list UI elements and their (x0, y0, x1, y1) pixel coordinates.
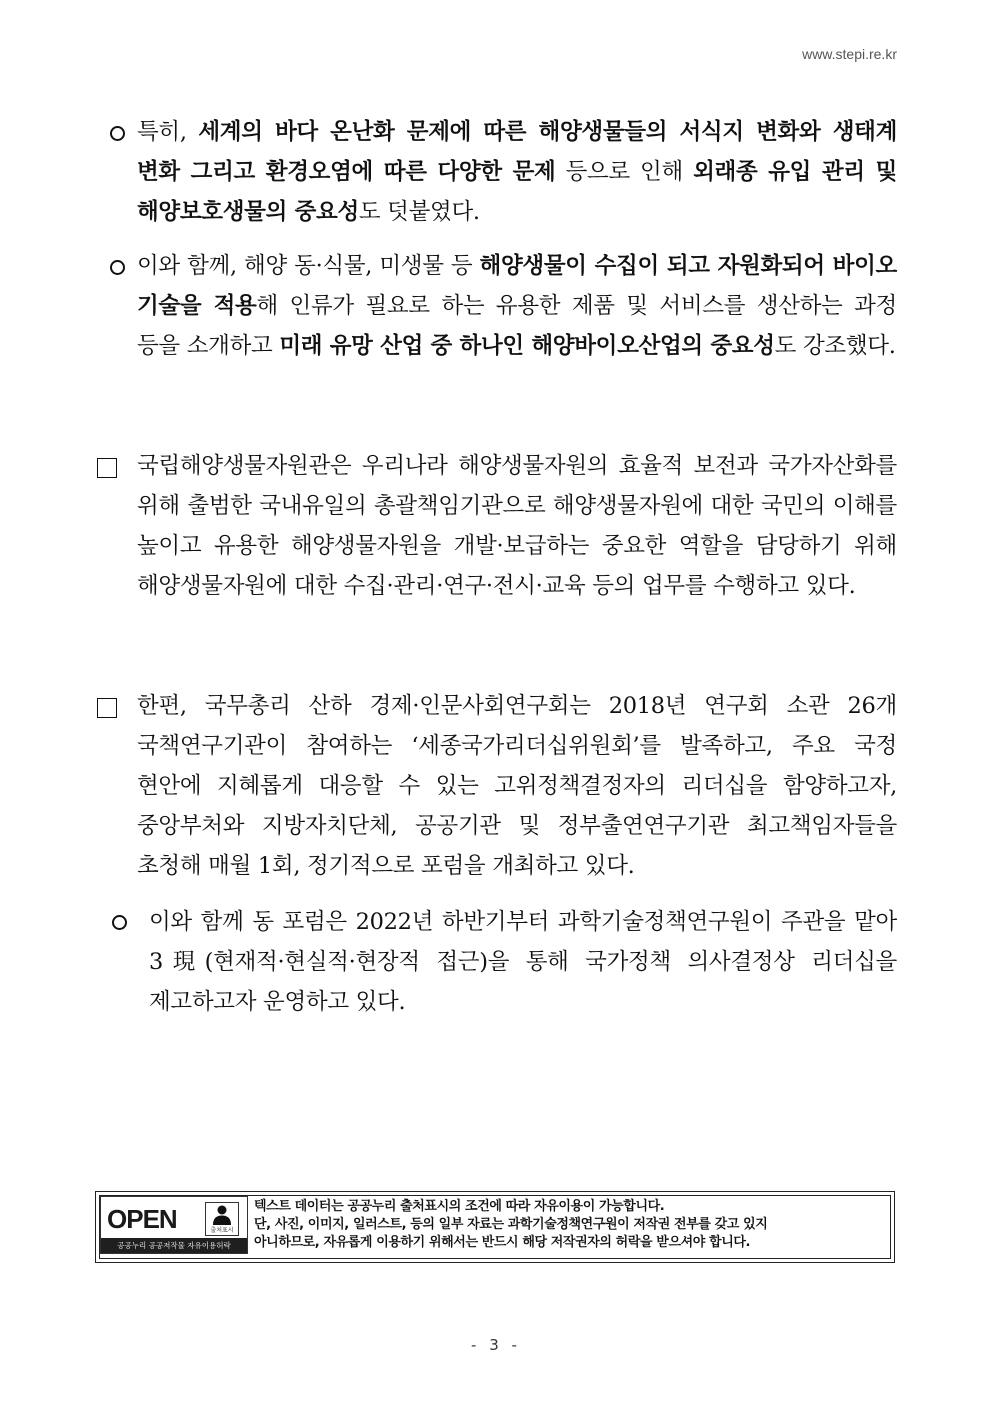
license-line: 텍스트 데이터는 공공누리 출처표시의 조건에 따라 자유이용이 가능합니다. (254, 1199, 665, 1214)
bold-text-segment: 미래 유망 산업 중 하나인 해양바이오산업의 중요성 (279, 333, 775, 359)
person-icon (206, 1203, 238, 1227)
bold-text-segment: 외래종 유입 관리 및 해양보호생물의 중요성 (137, 159, 898, 225)
license-text (254, 1198, 884, 1252)
bold-text-segment: 세계의 바다 온난화 문제에 따른 해양생물들의 서식지 변화와 생태계 변화 그리고 환경오염에 따른 다양한 문제 (137, 119, 898, 185)
circle-bullet-icon (110, 126, 125, 141)
open-license-box (95, 1191, 895, 1263)
open-logo: OPEN (107, 1204, 177, 1234)
body-paragraph (137, 686, 897, 886)
body-paragraph (137, 112, 897, 232)
box-bullet-icon (97, 458, 117, 478)
text-segment: 해 인류가 필요로 하는 유용한 제품 및 서비스를 생산하는 과정 등을 소개하고 (137, 293, 897, 359)
body-paragraph (149, 902, 897, 1022)
attribution-label: 출처표시 (210, 1227, 234, 1234)
circle-bullet-icon (110, 260, 125, 275)
text-segment: 등으로 인해 (555, 159, 694, 185)
kogl-badge (100, 1196, 248, 1254)
license-line: 단, 사진, 이미지, 일러스트, 등의 일부 자료는 과학기술정책연구원이 저작권 전부를 갖고 있지 (254, 1217, 768, 1232)
circle-bullet-icon (112, 915, 127, 930)
box-bullet-icon (97, 698, 117, 718)
text-segment: 이와 함께 동 포럼은 2022년 하반기부터 과학기술정책연구원이 주관을 맡아 3現(현재적·현실적·현장적 접근)을 통해 국가정책 의사결정상 리더십을 제고하고자 운영하고 있다. (149, 909, 897, 1015)
bold-text-segment: 해양생물이 수집이 되고 자원화되어 바이오 기술을 적용 (137, 253, 897, 319)
site-url[interactable]: www.stepi.re.kr (802, 46, 897, 62)
body-paragraph (137, 446, 897, 606)
text-segment: 국립해양생물자원관은 우리나라 해양생물자원의 효율적 보전과 국가자산화를 위해 출범한 국내유일의 총괄책임기관으로 해양생물자원에 대한 국민의 이해를 높이고 유용한 해양생물자원을 개발·보급하는 중요한 역할을 담당하기 위해 해양생물자원에 대한 수집·관리·연구·전시·교육 등의 업무를 수행하고 있다. (137, 453, 897, 599)
text-segment: 이와 함께, 해양 동·식물, 미생물 등 (137, 253, 480, 279)
text-segment: 도 덧붙였다. (358, 199, 480, 225)
text-segment: 도 강조했다. (774, 333, 896, 359)
text-segment: 특히, (137, 119, 199, 145)
kogl-strip: 공공누리 공공저작물 자유이용허락 (101, 1238, 247, 1253)
attribution-icon (205, 1202, 239, 1236)
page-number: - 3 - (471, 1336, 521, 1354)
license-line: 아니하므로, 자유롭게 이용하기 위해서는 반드시 해당 저작권자의 허락을 받으셔야 합니다. (254, 1235, 751, 1250)
text-segment: 한편, 국무총리 산하 경제·인문사회연구회는 2018년 연구회 소관 26개 국책연구기관이 참여하는 ‘세종국가리더십위원회’를 발족하고, 주요 국정 현안에 지혜롭게 대응할 수 있는 고위정책결정자의 리더십을 함양하고자, 중앙부처와 지방자치단체, 공공기관 및 정부출연연구기관 최고책임자들을 초청해 매월 1회, 정기적으로 포럼을 개최하고 있다. (137, 693, 897, 879)
body-paragraph (137, 246, 897, 366)
